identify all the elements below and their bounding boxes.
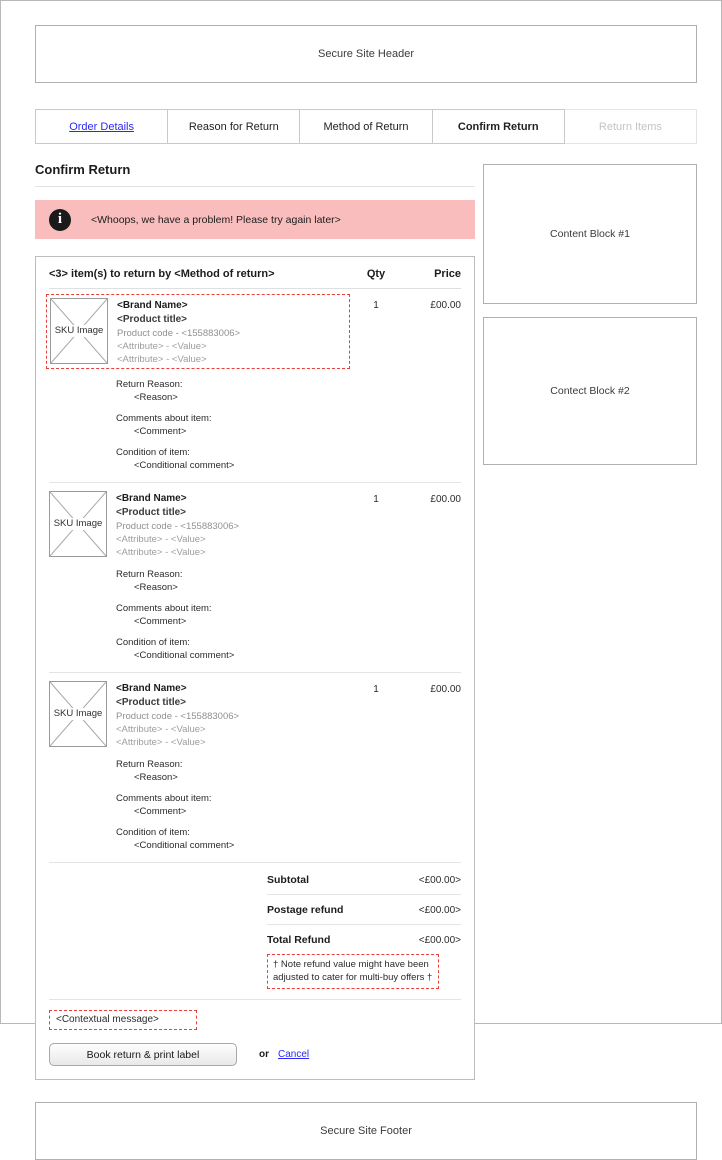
return-item-answers <box>49 568 347 662</box>
return-item-details <box>49 491 353 662</box>
tab-confirm-return[interactable] <box>433 109 565 144</box>
return-item-qty: 1 <box>373 684 379 695</box>
sku-image-placeholder <box>49 681 107 747</box>
return-reason-value: <Reason> <box>134 772 178 783</box>
return-item-details <box>49 681 353 852</box>
total-value: <£00.00> <box>418 874 461 886</box>
product-brand: <Brand Name> <box>116 493 187 504</box>
product-summary <box>49 681 347 749</box>
return-items-heading: <3> item(s) to return by <Method of return> <box>49 268 275 280</box>
secure-site-footer <box>35 1102 697 1160</box>
tab-label: Method of Return <box>323 120 409 133</box>
total-label: Total Refund <box>267 934 331 946</box>
column-header-qty: Qty <box>366 268 386 280</box>
return-reason-group <box>116 568 347 594</box>
tab-reason-for-return[interactable] <box>168 109 300 144</box>
return-reason-label: Return Reason: <box>116 569 183 580</box>
product-attribute-1: <Attribute> - <Value> <box>116 534 206 545</box>
total-row <box>267 865 461 895</box>
tab-label: Order Details <box>69 120 134 133</box>
return-reason-group <box>116 758 347 784</box>
tab-method-of-return[interactable] <box>300 109 432 144</box>
item-comments-value: <Comment> <box>134 616 187 627</box>
error-alert-banner <box>35 200 475 239</box>
product-title: <Product title> <box>116 697 187 708</box>
total-row <box>267 895 461 925</box>
or-separator-label: or <box>259 1049 269 1060</box>
return-items-list <box>49 289 461 863</box>
return-item-row <box>49 483 461 673</box>
item-condition-value: <Conditional comment> <box>134 650 235 661</box>
item-comments-label: Comments about item: <box>116 413 212 424</box>
tab-label: Return Items <box>598 120 662 133</box>
info-icon: i <box>49 209 71 231</box>
return-item-price: £00.00 <box>430 684 461 695</box>
product-attribute-1: <Attribute> - <Value> <box>116 724 206 735</box>
total-value: <£00.00> <box>418 934 461 946</box>
return-item-row <box>49 289 461 483</box>
sku-image-label: SKU Image <box>50 708 106 720</box>
return-items-panel-header <box>49 268 461 289</box>
return-reason-label: Return Reason: <box>116 759 183 770</box>
return-item-qty: 1 <box>373 300 379 311</box>
return-reason-value: <Reason> <box>134 392 178 403</box>
product-info <box>116 491 239 559</box>
item-condition-label: Condition of item: <box>116 827 190 838</box>
item-comments-group <box>116 412 347 438</box>
tab-label: Confirm Return <box>457 120 539 133</box>
title-divider <box>35 186 475 187</box>
item-condition-value: <Conditional comment> <box>134 460 235 471</box>
product-brand: <Brand Name> <box>116 683 187 694</box>
return-steps-tabs <box>35 109 697 144</box>
product-summary-annotated <box>46 294 350 369</box>
sidebar-column <box>483 162 697 465</box>
product-code: Product code - <155883006> <box>116 711 240 722</box>
product-code: Product code - <155883006> <box>117 328 241 339</box>
product-brand: <Brand Name> <box>117 300 188 311</box>
product-info <box>117 298 240 366</box>
panel-actions <box>49 1043 461 1066</box>
sku-image-label: SKU Image <box>51 325 107 337</box>
contextual-message: <Contextual message> <box>49 1010 197 1030</box>
return-item-row <box>49 673 461 863</box>
page-title: Confirm Return <box>35 162 131 177</box>
total-label: Postage refund <box>267 904 344 916</box>
secure-site-footer-label: Secure Site Footer <box>320 1125 412 1137</box>
book-return-print-label-button[interactable]: Book return & print label <box>49 1043 237 1066</box>
item-comments-label: Comments about item: <box>116 603 212 614</box>
return-reason-value: <Reason> <box>134 582 178 593</box>
tab-return-items <box>565 109 697 144</box>
return-reason-group <box>116 378 347 404</box>
return-items-panel <box>35 256 475 1080</box>
secure-site-header <box>35 25 697 83</box>
item-comments-label: Comments about item: <box>116 793 212 804</box>
product-title: <Product title> <box>116 507 187 518</box>
totals-section <box>49 865 461 1000</box>
return-item-answers <box>49 378 347 472</box>
error-alert-message: <Whoops, we have a problem! Please try again later> <box>91 213 341 226</box>
return-item-details <box>49 297 353 472</box>
totals-divider <box>49 999 461 1000</box>
sku-image-placeholder <box>50 298 108 364</box>
product-code: Product code - <155883006> <box>116 521 240 532</box>
item-condition-value: <Conditional comment> <box>134 840 235 851</box>
item-condition-label: Condition of item: <box>116 447 190 458</box>
item-comments-value: <Comment> <box>134 426 187 437</box>
product-attribute-2: <Attribute> - <Value> <box>116 547 206 558</box>
total-value: <£00.00> <box>418 904 461 916</box>
return-item-answers <box>49 758 347 852</box>
sidebar-content-block-2 <box>483 317 697 465</box>
return-item-price: £00.00 <box>430 300 461 311</box>
item-comments-value: <Comment> <box>134 806 187 817</box>
tab-order-details[interactable] <box>35 109 168 144</box>
product-attribute-2: <Attribute> - <Value> <box>116 737 206 748</box>
sku-image-placeholder <box>49 491 107 557</box>
item-comments-group <box>116 792 347 818</box>
product-attribute-2: <Attribute> - <Value> <box>117 354 207 365</box>
cancel-link[interactable]: Cancel <box>278 1049 310 1060</box>
product-summary <box>49 491 347 559</box>
tab-label: Reason for Return <box>188 120 279 133</box>
total-row <box>267 925 461 954</box>
column-header-price: Price <box>434 268 461 280</box>
item-condition-group <box>116 826 347 852</box>
return-reason-label: Return Reason: <box>116 379 183 390</box>
product-title: <Product title> <box>117 314 188 325</box>
product-info <box>116 681 239 749</box>
item-condition-label: Condition of item: <box>116 637 190 648</box>
sku-image-label: SKU Image <box>50 518 106 530</box>
item-condition-group <box>116 636 347 662</box>
refund-adjustment-note: † Note refund value might have been adjusted to cater for multi-buy offers † <box>267 954 439 989</box>
product-attribute-1: <Attribute> - <Value> <box>117 341 207 352</box>
sidebar-content-block-1-label: Content Block #1 <box>550 228 630 240</box>
total-label: Subtotal <box>267 874 309 886</box>
sidebar-content-block-2-label: Contect Block #2 <box>550 385 630 397</box>
item-condition-group <box>116 446 347 472</box>
return-item-qty: 1 <box>373 494 379 505</box>
main-content-column <box>35 162 475 1080</box>
return-item-price: £00.00 <box>430 494 461 505</box>
secure-site-header-label: Secure Site Header <box>318 48 414 60</box>
sidebar-content-block-1 <box>483 164 697 304</box>
item-comments-group <box>116 602 347 628</box>
